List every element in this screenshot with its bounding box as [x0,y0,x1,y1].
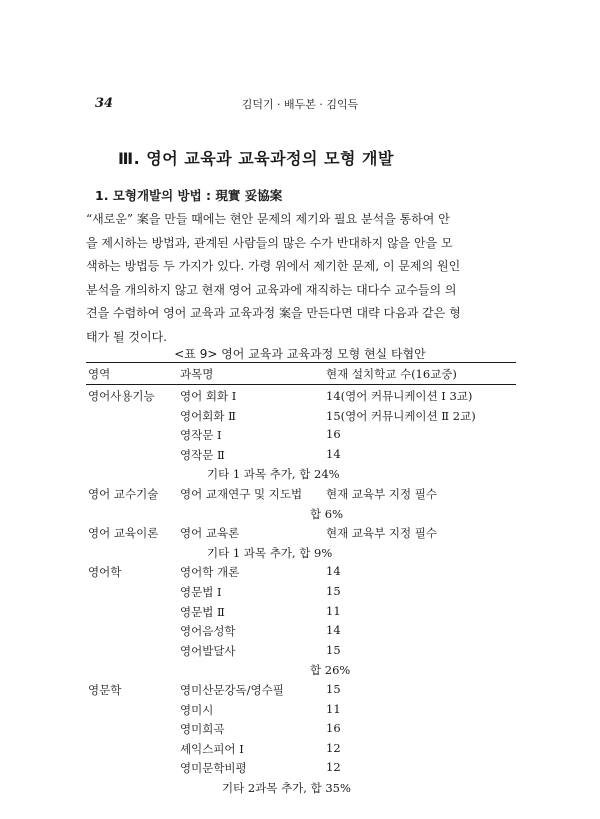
cell-count: 15(영어 커뮤니케이션 Ⅱ 2교) [326,408,476,423]
table-header-rule [86,384,516,385]
cell-area: 영어학 [88,565,122,580]
cell-area: 영어사용기능 [88,389,155,403]
cell-count: 16 [326,427,341,442]
table-row [0,604,600,623]
cell-course: 영미시 [180,702,214,717]
table-header-count: 현재 설치학교 수(16교중) [326,367,457,381]
table-header-course: 과목명 [180,367,214,381]
cell-course: 영어회화 Ⅱ [180,408,236,423]
table-row [0,447,600,466]
cell-course: 영어발달사 [180,643,236,658]
paragraph-line: 색하는 방법등 두 가지가 있다. 가령 위에서 제기한 문제, 이 문제의 원인 [86,259,461,274]
cell-area: 영어 교수기술 [88,487,159,501]
cell-course: 영미산문강독/영수필 [180,683,284,697]
subsection-title: 1. 모형개발의 방법 : 現實 妥協案 [95,188,283,203]
table-row [0,760,600,779]
running-head: 김덕기 · 배두본 · 김익득 [241,98,359,111]
cell-count: 14 [326,623,341,638]
table-row [0,741,600,760]
section-title: Ⅲ. 영어 교육과 교육과정의 모형 개발 [118,149,394,168]
body-paragraph [86,208,514,350]
table-row [0,564,600,583]
cell-course: 영어 교육론 [180,526,240,541]
table-row [0,702,600,721]
cell-count: 14(영어 커뮤니케이션 Ⅰ 3교) [326,389,473,403]
cell-course: 영문법 Ⅰ [180,585,222,599]
table-summary-row [0,506,600,525]
table-summary-row [0,466,600,485]
cell-count: 12 [326,760,341,775]
cell-count: 14 [326,446,341,461]
cell-course: 영작문 Ⅰ [180,428,222,443]
cell-count: 11 [326,603,341,618]
summary-text: 기타 2과목 추가, 합 35% [222,781,351,795]
table-row [0,388,600,407]
summary-text: 기타 1 과목 추가, 합 9% [207,545,333,560]
cell-count: 15 [326,584,341,598]
cell-count: 11 [326,701,341,716]
table-header-area: 영역 [88,367,111,381]
summary-text: 합 6% [310,506,344,521]
cell-count: 12 [326,740,341,755]
summary-text: 합 26% [310,663,351,678]
cell-area: 영문학 [88,683,122,697]
table-row [0,486,600,505]
cell-course: 셰익스피어 Ⅰ [180,741,244,756]
table-summary-row [0,780,600,799]
table-row [0,682,600,701]
cell-course: 영문법 Ⅱ [180,604,225,619]
cell-count: 14 [326,564,341,579]
cell-count: 15 [326,682,341,696]
summary-text: 기타 1 과목 추가, 합 24% [207,467,340,482]
table-row [0,623,600,642]
cell-course: 영작문 Ⅱ [180,447,225,462]
paragraph-line: 분석을 개의하지 않고 현재 영어 교육과에 재직하는 대다수 교수들의 의 [86,282,457,297]
paragraph-line: 태가 될 것이다. [86,329,167,344]
cell-count: 15 [326,642,341,657]
paragraph-line: 을 제시하는 방법과, 관계된 사람들의 많은 수가 반대하지 않을 안을 모 [86,235,453,250]
cell-count: 현재 교육부 지정 필수 [326,526,437,541]
table-top-rule [86,362,516,363]
cell-count: 16 [326,721,341,736]
table-summary-row [0,545,600,564]
table-row [0,721,600,740]
table-row [0,427,600,446]
page-number: 34 [95,96,114,111]
table-row [0,525,600,544]
table-row [0,408,600,427]
cell-course: 영어 회화 Ⅰ [180,389,237,403]
cell-course: 영미문학비평 [180,761,247,776]
cell-course: 영어학 개론 [180,565,240,580]
cell-course: 영미희곡 [180,722,225,737]
cell-area: 영어 교육이론 [88,526,159,541]
table-row [0,643,600,662]
table-title: <표 9> 영어 교육과 교육과정 모형 현실 타협안 [174,347,426,361]
cell-course: 영어 교재연구 및 지도법 [180,487,303,501]
cell-course: 영어음성학 [180,624,236,639]
table-summary-row [0,662,600,681]
paragraph-line: “새로운” 案을 만들 때에는 현안 문제의 제기와 필요 분석을 통하여 안 [86,212,450,226]
paragraph-line: 견을 수렴하여 영어 교육과 교육과정 案을 만든다면 대략 다음과 같은 형 [86,306,461,321]
cell-count: 현재 교육부 지정 필수 [326,487,437,501]
table-row [0,584,600,603]
